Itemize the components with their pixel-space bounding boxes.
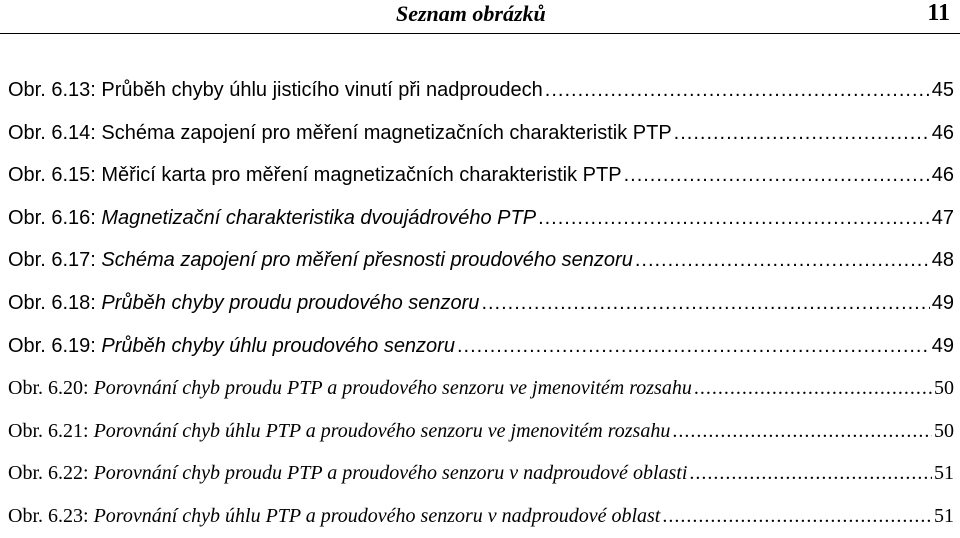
toc-entry-title: Porovnání chyb úhlu PTP a proudového senzoru v nadproudové oblast (93, 504, 661, 527)
toc-entry-page: 48 (931, 249, 954, 272)
dot-leader (481, 292, 929, 315)
toc-entry-page: 51 (934, 504, 954, 527)
toc-entry[interactable] (8, 377, 954, 420)
page-number: 11 (927, 0, 950, 26)
toc-entry[interactable] (8, 79, 954, 122)
toc-entry-title: Průběh chyby úhlu proudového senzoru (101, 334, 455, 357)
toc-entry-number: Obr. 6.13: (8, 79, 102, 101)
dot-leader (457, 335, 930, 358)
toc-entry-number: Obr. 6.18: (8, 291, 102, 314)
toc-entry[interactable] (8, 122, 954, 165)
toc-entry-title: Schéma zapojení pro měření magnetizačních charakteristik PTP (101, 121, 672, 144)
toc-entry-number: Obr. 6.15: (8, 164, 102, 187)
section-title: Seznam obrázků (396, 1, 546, 26)
toc-entry-title: Průběh chyby proudu proudového senzoru (101, 291, 480, 314)
toc-entry-label (8, 292, 479, 315)
toc-entry-page: 49 (931, 334, 954, 357)
toc-entry-number: Obr. 6.23: (8, 504, 94, 527)
toc-entry-label (8, 122, 672, 145)
toc-entry-title: Porovnání chyb úhlu PTP a proudového senzoru ve jmenovitém rozsahu (93, 419, 671, 442)
dot-leader (635, 249, 930, 272)
toc-entry[interactable] (8, 505, 954, 538)
dot-leader (689, 462, 932, 485)
toc-entry-label (8, 164, 622, 187)
toc-entry[interactable] (8, 164, 954, 207)
toc-entry-page: 51 (934, 462, 954, 485)
toc-entry-label (8, 462, 687, 485)
toc-entry-number: Obr. 6.17: (8, 249, 102, 272)
toc-entry-label (8, 335, 455, 358)
list-of-figures (8, 79, 954, 538)
dot-leader (674, 122, 930, 145)
toc-entry[interactable] (8, 249, 954, 292)
toc-entry-title: Průběh chyby úhlu jisticího vinutí při nadproudech (101, 79, 543, 101)
toc-entry-title: Magnetizační charakteristika dvoujádrového PTP (101, 206, 537, 229)
toc-entry-number: Obr. 6.19: (8, 334, 102, 357)
dot-leader (694, 377, 932, 400)
dot-leader (538, 207, 930, 230)
toc-entry-label (8, 79, 543, 102)
toc-entry-page: 45 (931, 79, 954, 101)
toc-entry-title: Porovnání chyb proudu PTP a proudového senzoru ve jmenovitém rozsahu (93, 377, 692, 400)
toc-entry-page: 46 (931, 121, 954, 144)
dot-leader (662, 505, 932, 528)
toc-entry-number: Obr. 6.14: (8, 121, 102, 144)
toc-entry-title: Porovnání chyb proudu PTP a proudového senzoru v nadproudové oblasti (93, 462, 688, 485)
toc-entry-label (8, 420, 670, 443)
dot-leader (545, 79, 930, 102)
toc-entry[interactable] (8, 462, 954, 505)
toc-entry-number: Obr. 6.16: (8, 206, 102, 229)
toc-entry-page: 46 (931, 164, 954, 187)
toc-entry-number: Obr. 6.21: (8, 419, 94, 442)
toc-entry-title: Měřicí karta pro měření magnetizačních charakteristik PTP (101, 164, 622, 187)
toc-entry[interactable] (8, 335, 954, 378)
toc-entry-number: Obr. 6.20: (8, 377, 94, 400)
toc-entry-title: Schéma zapojení pro měření přesnosti proudového senzoru (101, 249, 633, 272)
toc-entry-page: 50 (934, 419, 954, 442)
toc-entry-label (8, 207, 536, 230)
toc-entry-page: 50 (934, 377, 954, 400)
toc-entry[interactable] (8, 207, 954, 250)
toc-entry-page: 49 (931, 291, 954, 314)
toc-entry[interactable] (8, 420, 954, 463)
page-header (0, 0, 960, 34)
dot-leader (624, 164, 930, 187)
toc-entry-label (8, 505, 660, 528)
toc-entry[interactable] (8, 292, 954, 335)
dot-leader (672, 420, 932, 443)
toc-entry-label (8, 249, 633, 272)
toc-entry-page: 47 (931, 206, 954, 229)
toc-entry-number: Obr. 6.22: (8, 462, 94, 485)
toc-entry-label (8, 377, 692, 400)
header-divider (0, 33, 960, 34)
